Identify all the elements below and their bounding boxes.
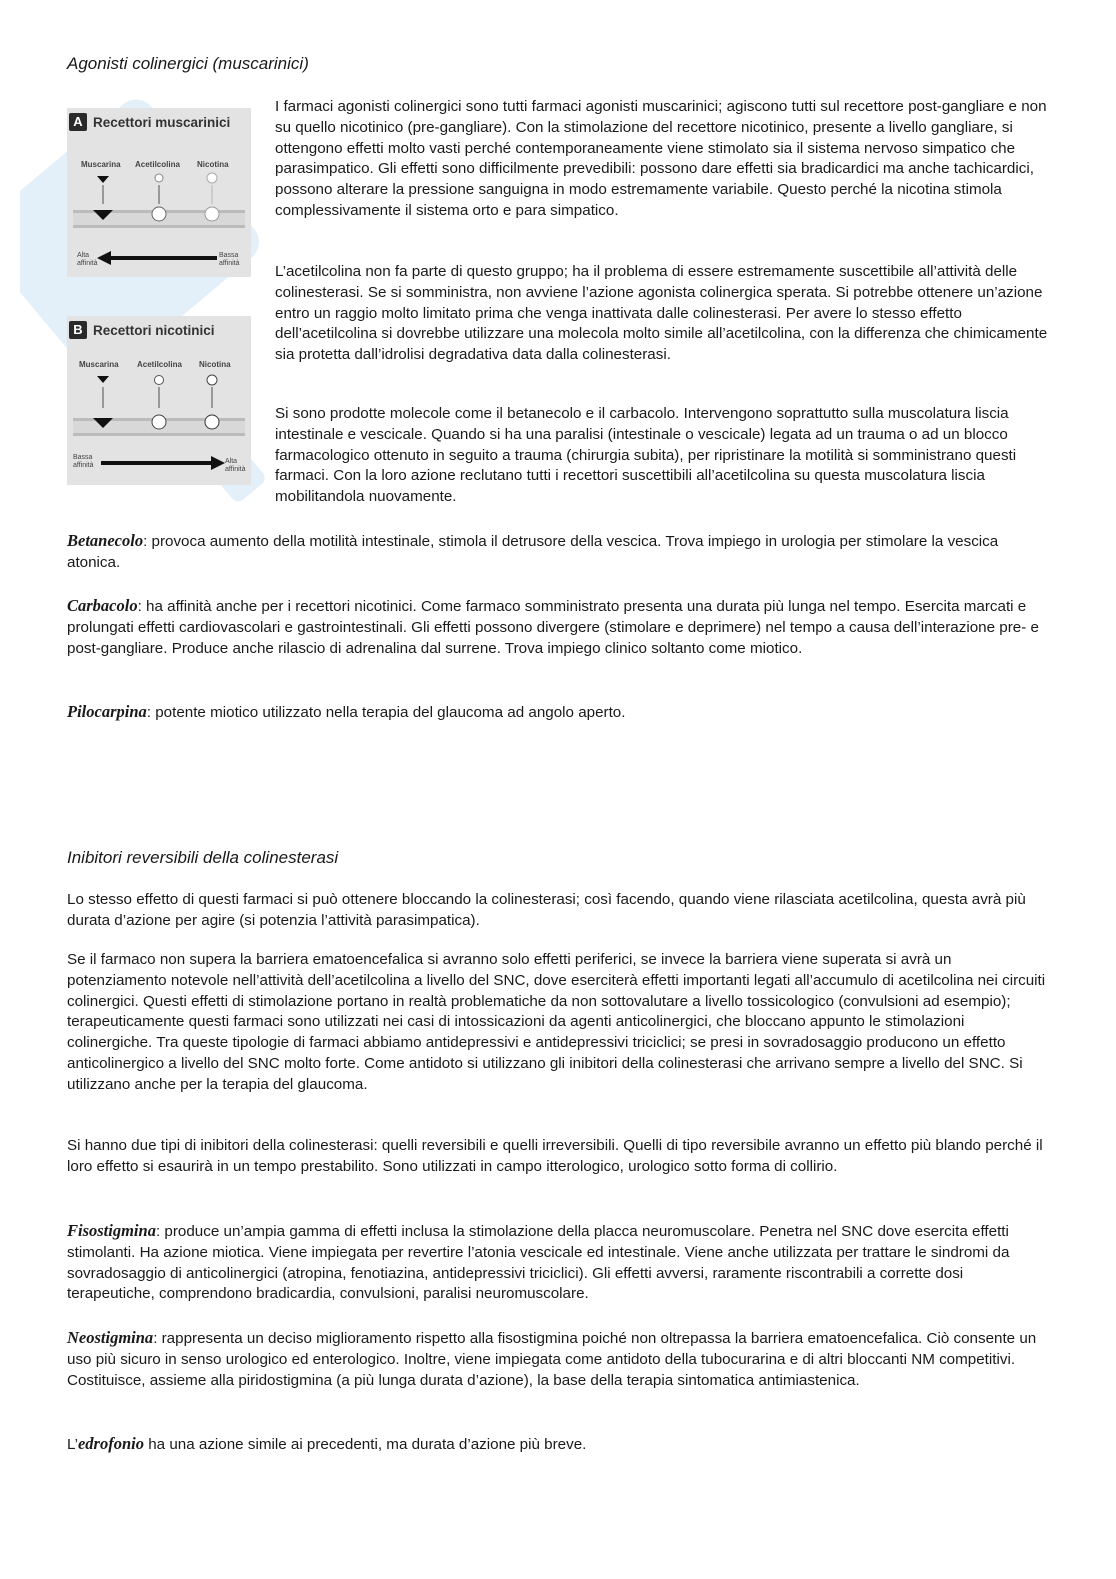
text-edrofonio: ha una azione simile ai precedenti, ma durata d’azione più breve. [143, 1436, 587, 1453]
paragraph-fisostigmina [67, 1221, 1047, 1305]
figure-b-title: Recettori nicotinici [93, 322, 215, 338]
paragraph-agonisti-intro: I farmaci agonisti colinergici sono tutti farmaci agonisti muscarinici; agiscono tutti sul recettore post-gangliare e non su quello nicotinico (pre-gangliare). Con la stimolazione del recettore nicotinico, presente a livello gangliare, si ottengono effetti molto vasti perché contemporaneamente viene stimolato sia il sistema nervoso simpatico che parasimpatico. Gli effetti sono difficilmente prevedibili: possono dare effetti sia bradicardici ma anche tachicardici, possono alterare la pressione sanguigna in modo estremamente variabile. Questo perché la nicotina stimola complessivamente il sistema orto e para simpatico. [275, 98, 1047, 219]
figure-a-high-affinity: Alta affinità [77, 252, 98, 267]
term-betanecolo: Betanecolo [67, 531, 144, 550]
figure-a-label-muscarina: Muscarina [81, 160, 121, 169]
figure-a-label-nicotina: Nicotina [197, 160, 229, 169]
figure-b-diagram-icon [67, 370, 251, 485]
term-fisostigmina: Fisostigmina [67, 1221, 156, 1240]
figure-a-title: Recettori muscarinici [93, 114, 231, 130]
figure-b-badge: B [69, 321, 87, 339]
figure-nicotinic-receptors [67, 316, 251, 485]
term-pilocarpina: Pilocarpina [67, 702, 147, 721]
figure-b-label-acetilcolina: Acetilcolina [137, 360, 182, 369]
figure-a-label-acetilcolina: Acetilcolina [135, 160, 180, 169]
figure-b-high-affinity: Alta affinità [225, 458, 246, 473]
figure-b-label-muscarina: Muscarina [79, 360, 119, 369]
paragraph-inibitori-intro: Lo stesso effetto di questi farmaci si può ottenere bloccando la colinesterasi; così facendo, quando viene rilasciata acetilcolina, questa avrà più durata d’azione per agire (si potenzia l’attività parasimpatica). [67, 891, 1026, 929]
figure-a-title-row [69, 112, 230, 132]
figure-b-label-nicotina: Nicotina [199, 360, 231, 369]
text-edrofonio-prefix: L’ [67, 1436, 78, 1453]
paragraph-barriera-ematoencefalica: Se il farmaco non supera la barriera ematoencefalica si avranno solo effetti periferici, se invece la barriera viene superata si avrà un potenziamento notevole nell’attività dell’acetilcolina a livello del SNC, dove eserciterà effetti importanti legati all’accumulo di acetilcolina nei circuiti colinergici. Questi effetti di stimolazione portano in realtà problematiche da non sottovalutare a livello tossicologico (convulsioni ad esempio); terapeuticamente questi farmaci sono utilizzati nei casi di intossicazioni da agenti anticolinergici, che bloccano appunto le stimolazioni colinergiche. Tra queste tipologie di farmaci abbiamo antidepressivi e antidepressivi triciclici; se presi in sovradosaggio producono un effetto anticolinergico a livello del SNC molto forte. Come antidoto si utilizzano gli inibitori della colinesterasi che arrivano sempre a livello del SNC. Si utilizzano anche per la terapia del glaucoma. [67, 951, 1046, 1093]
text-betanecolo: : provoca aumento della motilità intestinale, stimola il detrusore della vescica. Trova impiego in urologia per stimolare la vescica atonica. [67, 533, 999, 571]
paragraph-edrofonio [67, 1434, 1047, 1456]
paragraph-acetilcolina: L’acetilcolina non fa parte di questo gruppo; ha il problema di essere estremamente suscettibile all’attività delle colinesterasi. Se si somministra, non avviene l’azione agonista colinergica sperata. Si potrebbe ottenere un’azione entro un raggio molto limitato prima che venga inattivata dalle colinesterasi. Per avere lo stesso effetto dell’acetilcolina si dovrebbe utilizzare una molecola molto simile all’acetilcolina, con la differenza che chimicamente sia protetta dall’idrolisi degradativa data dalla colinesterasi. [275, 263, 1048, 364]
paragraph-neostigmina [67, 1328, 1047, 1391]
section-heading-agonisti: Agonisti colinergici (muscarinici) [67, 54, 309, 73]
section-heading-inibitori: Inibitori reversibili della colinesterasi [67, 848, 339, 867]
figure-muscarinic-receptors [67, 108, 251, 277]
text-pilocarpina: : potente miotico utilizzato nella terapia del glaucoma ad angolo aperto. [146, 704, 626, 721]
paragraph-betanecolo [67, 531, 1047, 574]
paragraph-pilocarpina [67, 702, 1047, 724]
paragraph-betanecolo-carbacolo: Si sono prodotte molecole come il betanecolo e il carbacolo. Intervengono soprattutto sulla muscolatura liscia intestinale e vescicale. Quando si ha una paralisi (intestinale o vescicale) legata ad un trauma o ad un blocco farmacologico ottenuto in seguito a trauma (chirurgia subita), per ripristinare la motilità si somministrano questi farmaci. Con la loro azione reclutano tutti i recettori suscettibili all’acetilcolina su questa muscolatura liscia mobilitandola nuovamente. [275, 405, 1017, 506]
term-edrofonio: edrofonio [77, 1434, 144, 1453]
figure-a-low-affinity: Bassa affinità [219, 252, 240, 267]
text-carbacolo: : ha affinità anche per i recettori nicotinici. Come farmaco somministrato presenta una durata più lunga nel tempo. Esercita marcati e prolungati effetti cardiovascolari e gastrointestinali. Gli effetti possono divergere (stimolare e deprimere) nel tempo a causa dell’interazione pre- e post-gangliare. Produce anche rilascio di adrenalina dal surrene. Trova impiego clinico soltanto come miotico. [67, 598, 1039, 657]
figure-b-low-affinity: Bassa affinità [73, 454, 94, 469]
term-carbacolo: Carbacolo [67, 596, 138, 615]
text-neostigmina: : rappresenta un deciso miglioramento rispetto alla fisostigmina poiché non oltrepassa la barriera ematoencefalica. Ciò consente un uso più sicuro in senso urologico ed enterologico. Inoltre, viene impiegata come antidoto della tubocurarina e di altri bloccanti NM competitivi. Costituisce, assieme alla piridostigmina (a più lunga durata d’azione), la base della terapia sintomatica antimiastenica. [67, 1330, 1037, 1389]
paragraph-tipi-inibitori: Si hanno due tipi di inibitori della colinesterasi: quelli reversibili e quelli irreversibili. Quelli di tipo reversibile avranno un effetto più blando perché il loro effetto si esaurirà in un tempo prestabilito. Sono utilizzati in campo itterologico, urologico sotto forma di collirio. [67, 1137, 1043, 1175]
paragraph-carbacolo [67, 596, 1047, 659]
term-neostigmina: Neostigmina [67, 1328, 154, 1347]
figure-b-title-row [69, 320, 215, 340]
figure-a-badge: A [69, 113, 87, 131]
text-fisostigmina: : produce un’ampia gamma di effetti inclusa la stimolazione della placca neuromuscolare. Penetra nel SNC dove esercita effetti stimolanti. Ha azione miotica. Viene impiegata per revertire l’atonia vescicale ed intestinale. Viene anche utilizzata per trattare le sindromi da sovradosaggio di anticolinergici (atropina, fenotiazina, antidepressivi triciclici). Gli effetti avversi, raramente riscontrabili a corrette dosi terapeutiche, comprendono bradicardia, convulsioni, paralisi neuromuscolare. [67, 1223, 1010, 1303]
